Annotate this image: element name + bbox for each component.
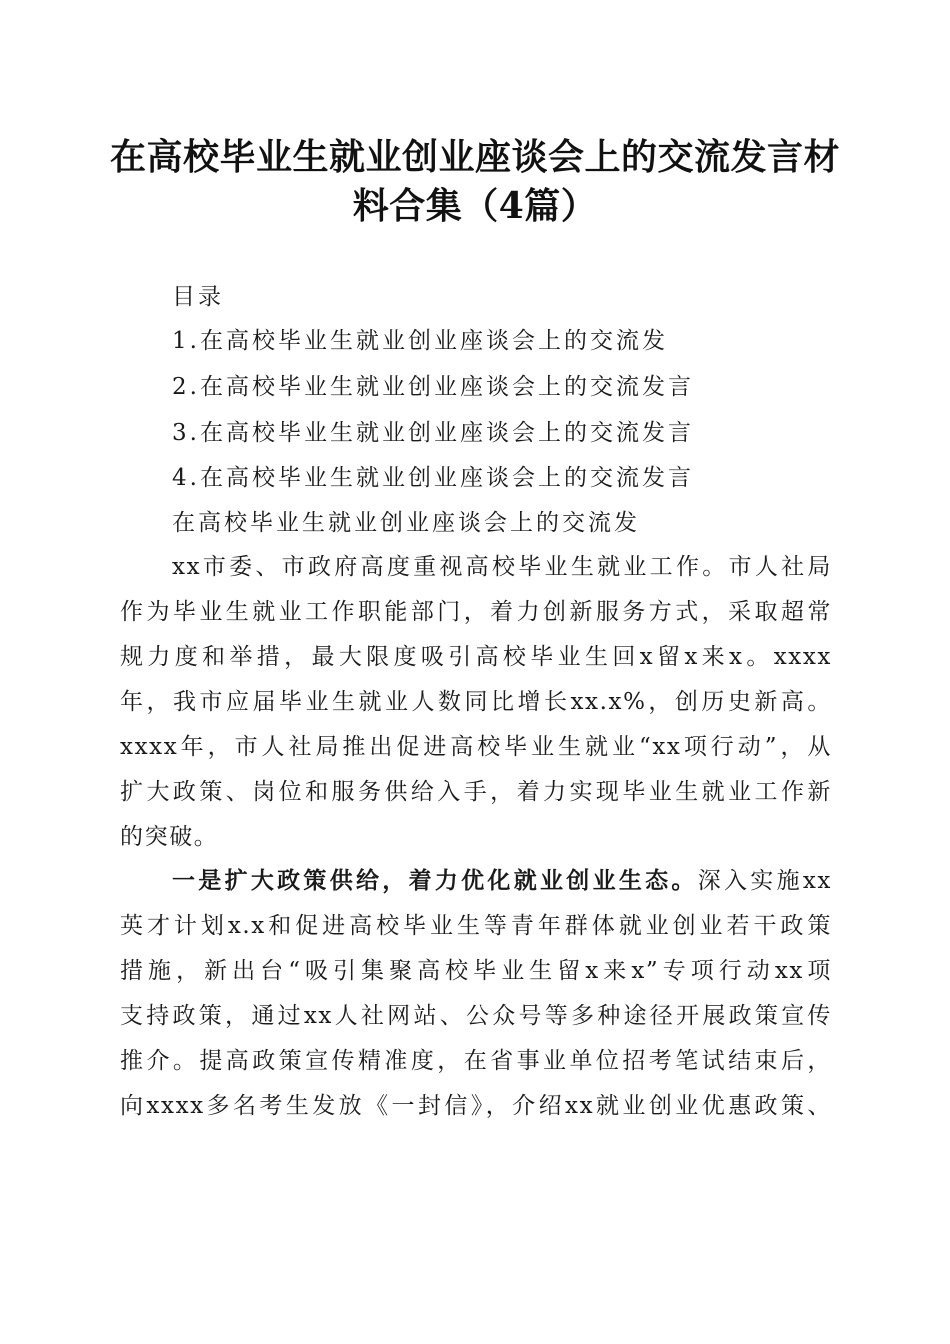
paragraph1-line-4: 年，我市应届毕业生就业人数同比增长xx.x%，创历史新高。 bbox=[120, 689, 832, 715]
title-line-1: 在高校毕业生就业创业座谈会上的交流发言材 bbox=[110, 136, 841, 178]
paragraph2-line-6: 向xxxx多名考生发放《一封信》，介绍xx就业创业优惠政策、 bbox=[120, 1093, 832, 1119]
paragraph1-line-3: 规力度和举措，最大限度吸引高校毕业生回x留x来x。xxxx bbox=[120, 644, 832, 670]
document-title bbox=[110, 133, 840, 231]
paragraph1-line-5: xxxx年，市人社局推出促进高校毕业生就业“xx项行动”，从 bbox=[120, 734, 832, 760]
toc-item-2[interactable]: 2.在高校毕业生就业创业座谈会上的交流发言 bbox=[172, 374, 694, 400]
paragraph1-line-6: 扩大政策、岗位和服务供给入手，着力实现毕业生就业工作新 bbox=[120, 779, 832, 805]
paragraph2-lead-bold: 一是扩大政策供给，着力优化就业创业生态。 bbox=[172, 867, 698, 894]
paragraph2-line-5: 推介。提高政策宣传精准度，在省事业单位招考笔试结束后， bbox=[120, 1048, 832, 1074]
paragraph2-line-2: 英才计划x.x和促进高校毕业生等青年群体就业创业若干政策 bbox=[120, 913, 832, 939]
paragraph2-line-1 bbox=[172, 866, 832, 896]
toc-heading: 目录 bbox=[172, 284, 224, 310]
paragraph2-line-3: 措施，新出台“吸引集聚高校毕业生留x来x”专项行动xx项 bbox=[120, 958, 832, 984]
title-line-2: 料合集（4篇） bbox=[352, 185, 598, 227]
section-title: 在高校毕业生就业创业座谈会上的交流发 bbox=[172, 510, 640, 536]
paragraph2-lead-rest: 深入实施xx bbox=[697, 868, 833, 894]
paragraph1-line-1: xx市委、市政府高度重视高校毕业生就业工作。市人社局 bbox=[172, 554, 832, 580]
paragraph1-line-2: 作为毕业生就业工作职能部门，着力创新服务方式，采取超常 bbox=[120, 599, 832, 625]
paragraph2-line-4: 支持政策，通过xx人社网站、公众号等多种途径开展政策宣传 bbox=[120, 1003, 832, 1029]
toc-item-4[interactable]: 4.在高校毕业生就业创业座谈会上的交流发言 bbox=[172, 465, 694, 491]
paragraph1-line-7: 的突破。 bbox=[120, 824, 219, 850]
toc-item-1[interactable]: 1.在高校毕业生就业创业座谈会上的交流发 bbox=[172, 328, 668, 354]
toc-item-3[interactable]: 3.在高校毕业生就业创业座谈会上的交流发言 bbox=[172, 420, 694, 446]
